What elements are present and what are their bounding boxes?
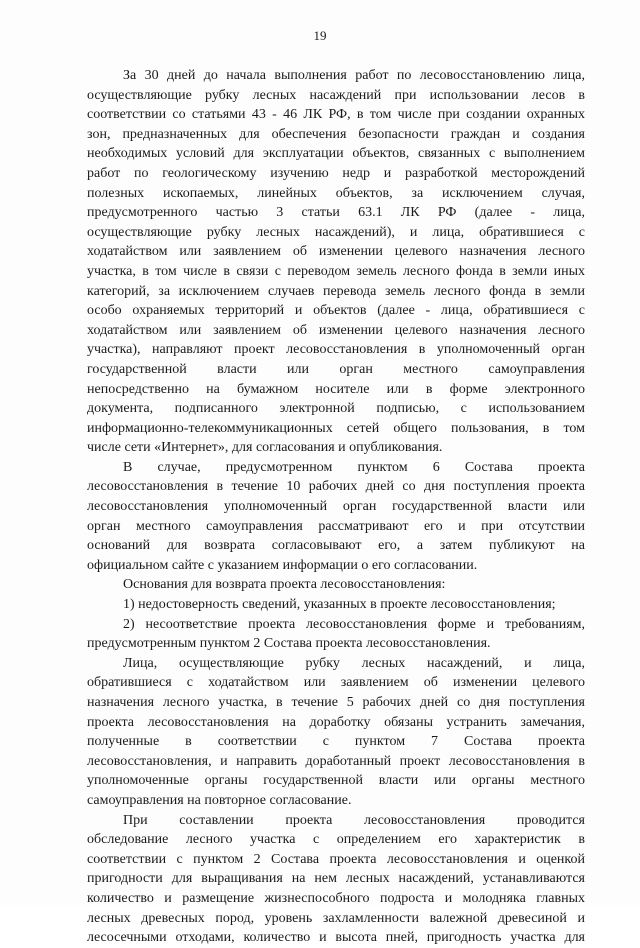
text-line: лесных древесных пород, уровень захламленности валежной древесиной и [87,910,585,926]
text-line: назначения лесного участка, в течение 5 рабочих дней со дня поступления [87,695,585,710]
text-line: 2) несоответствие проекта лесовосстановления форме и требованиям, [123,616,585,632]
text-line: При составлении проекта лесовосстановления проводится [123,812,585,828]
document-body [87,66,585,948]
text-line: участка), направляют проект лесовосстановления в уполномоченный орган [87,342,585,358]
text-line: обследование лесного участка с определением его характеристик в [87,832,585,848]
text-line: уполномоченные органы государственной власти или органы местного [87,773,585,789]
text-line: ходатайством или заявлением об изменении целевого назначения лесного [87,322,585,338]
paragraph-submission-deadline [87,66,585,458]
text-line: орган местного самоуправления рассматривают его и при отсутствии [87,518,585,534]
text-line: осуществляющие рубку лесных насаждений при использовании лесов в [87,87,585,103]
text-line: соответствии со статьями 43 - 46 ЛК РФ, в том числе при создании охранных [87,107,585,123]
text-line: лесосечными отходами, количество и высота пней, пригодность участка для [87,930,585,946]
paragraph-return-grounds-heading [87,575,585,595]
text-line: соответствии с пунктом 2 Состава проекта лесовосстановления и оценкой [87,851,585,867]
text-line: количество и размещение жизнеспособного подроста и молодняка главных [87,890,585,906]
text-line: государственной власти или орган местного самоуправления [87,361,585,377]
text-line: числе сети «Интернет», для согласования и опубликования. [87,440,443,456]
paragraph-rework-period [87,654,585,811]
text-line: оснований для возврата согласовывают его, а затем публикуют на [87,538,585,554]
text-line: проекта лесовосстановления на доработку обязаны устранить замечания, [87,714,585,730]
paragraph-review-period [87,458,585,576]
text-line: категорий, за исключением случаев перевода земель лесного фонда в земли [87,283,585,299]
text-line: осуществляющие рубку лесных насаждений), и лица, обратившиеся с [87,224,585,240]
list-item-1 [87,595,585,615]
text-line: самоуправления на повторное согласование. [87,792,352,808]
text-line: необходимых условий для эксплуатации объектов, связанных с выполнением [87,146,585,162]
text-line: Основания для возврата проекта лесовосстановления: [123,577,446,593]
page-number: 19 [313,28,327,43]
text-line: лесовосстановления уполномоченный орган государственной власти или [87,499,585,515]
text-line: особо охраняемых территорий и объектов (далее - лица, обратившиеся с [87,303,585,319]
text-line: полезных ископаемых, линейных объектов, за исключением случая, [87,185,585,201]
text-line: официальном сайте с указанием информации о его согласовании. [87,557,478,573]
text-line: В случае, предусмотренном пунктом 6 Состава проекта [123,459,585,475]
text-line: пригодности для выращивания на нем лесных насаждений, устанавливаются [87,871,585,887]
text-line: зон, предназначенных для обеспечения безопасности граждан и создания [87,126,585,142]
text-line: ходатайством или заявлением об изменении целевого назначения лесного [87,244,585,260]
text-line: лесовосстановления в течение 10 рабочих дней со дня поступления проекта [87,479,585,495]
paragraph-site-survey [87,811,585,948]
text-line: информационно-телекоммуникационных сетей общего пользования, в том [87,420,585,436]
text-line: обратившиеся с ходатайством или заявлением об изменении целевого [87,675,585,691]
text-line: лесовосстановления, и направить доработанный проект лесовосстановления в [87,753,585,769]
text-line: непосредственно на бумажном носителе или в форме электронного [87,381,585,397]
text-line: За 30 дней до начала выполнения работ по лесовосстановлению лица, [123,68,585,83]
text-line: Лица, осуществляющие рубку лесных насаждений, и лица, [123,655,585,671]
list-item-2 [87,615,585,654]
text-line: предусмотренным пунктом 2 Состава проекта лесовосстановления. [87,636,491,652]
text-line: работ по геологическому изучению недр и разработкой месторождений [87,165,585,181]
text-line: 1) недостоверность сведений, указанных в проекте лесовосстановления; [123,597,556,613]
text-line: предусмотренного частью 3 статьи 63.1 ЛК РФ (далее - лица, [87,205,585,221]
text-line: полученные в соответствии с пунктом 7 Состава проекта [87,734,585,750]
text-line: документа, подписанного электронной подписью, с использованием [87,401,585,417]
text-line: участка, в том числе в связи с переводом земель лесного фонда в земли иных [87,263,585,279]
